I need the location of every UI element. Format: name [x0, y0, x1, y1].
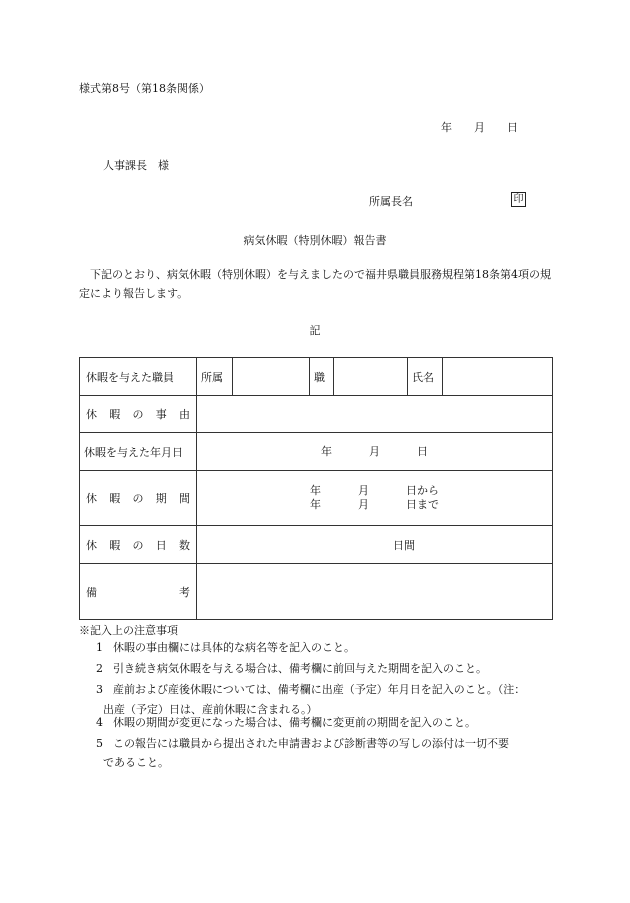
- date-month: 月: [474, 121, 485, 134]
- days-unit: 日間: [393, 538, 415, 552]
- ki-heading: 記: [309, 324, 321, 337]
- note-item: [79, 637, 553, 658]
- days-char: 日: [155, 538, 167, 552]
- note-item: [79, 712, 553, 733]
- period-from-year: 年: [310, 484, 321, 497]
- days-field[interactable]: [197, 526, 553, 564]
- granted-day: 日: [417, 444, 428, 458]
- note-item: [79, 733, 553, 754]
- note-text: 引き続き病気休暇を与える場合は、備考欄に前回与えた期間を記入のこと。: [113, 662, 487, 675]
- note-text: 産前および産後休暇については、備考欄に出産（予定）年月日を記入のこと。（注：: [113, 683, 526, 696]
- affiliation-label: 所属: [197, 358, 233, 396]
- date-year: 年: [441, 121, 452, 134]
- remarks-field[interactable]: [197, 564, 553, 620]
- note-number: 4: [96, 716, 103, 729]
- note-text: 休暇の事由欄には具体的な病名等を記入のこと。: [113, 641, 355, 654]
- note-number: 3: [96, 683, 103, 696]
- period-char: 期: [155, 492, 167, 505]
- employee-row: [80, 358, 553, 396]
- period-to-month: 月: [358, 498, 369, 511]
- note-item: [79, 658, 553, 679]
- addressee: 人事課長 様: [103, 159, 169, 172]
- granted-date-label: 休暇を与えた年月日: [80, 433, 197, 471]
- note-text: この報告には職員から提出された申請書および診断書等の写しの添付は一切不要: [113, 737, 509, 750]
- sender-label: 所属長名: [369, 195, 413, 208]
- note-item: [79, 679, 553, 700]
- days-row: [80, 526, 553, 564]
- remarks-char: 備: [86, 585, 97, 599]
- reason-char: の: [132, 408, 144, 421]
- reason-char: 暇: [109, 408, 121, 421]
- period-char: 休: [86, 492, 97, 505]
- remarks-char: 考: [179, 585, 190, 599]
- note-number: 2: [96, 662, 103, 675]
- period-field[interactable]: [197, 471, 553, 526]
- days-char: 数: [179, 538, 190, 552]
- date-day: 日: [507, 121, 518, 134]
- position-label: 職: [310, 358, 334, 396]
- employee-label: 休暇を与えた職員: [80, 358, 197, 396]
- reason-char: 事: [155, 408, 167, 421]
- date-line: [441, 119, 518, 135]
- granted-month: 月: [369, 444, 380, 458]
- body-text: 下記のとおり、病気休暇（特別休暇）を与えましたので福井県職員服務規程第18条第4項の規定により報告します。: [79, 268, 551, 300]
- period-char: 暇: [109, 492, 121, 505]
- note-number: 5: [96, 737, 103, 750]
- days-char: 暇: [109, 538, 121, 552]
- period-from-day: 日から: [406, 484, 439, 497]
- report-title: 病気休暇（特別休暇）報告書: [243, 234, 387, 247]
- reason-row: [80, 396, 553, 433]
- reason-char: 由: [179, 408, 190, 421]
- position-field[interactable]: [334, 358, 408, 396]
- days-char: の: [132, 538, 144, 552]
- remarks-row: [80, 564, 553, 620]
- period-row: [80, 471, 553, 526]
- note-number: 1: [96, 641, 103, 654]
- days-char: 休: [86, 538, 97, 552]
- name-label: 氏名: [408, 358, 443, 396]
- reason-label: [80, 396, 197, 433]
- seal-mark: 印: [511, 192, 526, 207]
- note-text: 休暇の期間が変更になった場合は、備考欄に変更前の期間を記入のこと。: [113, 716, 476, 729]
- period-to-day: 日まで: [406, 498, 439, 511]
- period-to-year: 年: [310, 498, 321, 511]
- period-char: の: [132, 492, 144, 505]
- note-continuation: であること。: [103, 756, 169, 769]
- days-label: [80, 526, 197, 564]
- granted-year: 年: [321, 444, 332, 458]
- form-number: 様式第8号（第18条関係）: [79, 82, 210, 95]
- report-table: [79, 357, 553, 620]
- remarks-label: [80, 564, 197, 620]
- name-field[interactable]: [443, 358, 553, 396]
- period-label: [80, 471, 197, 526]
- reason-char: 休: [86, 408, 97, 421]
- granted-date-field[interactable]: [197, 433, 553, 471]
- affiliation-field[interactable]: [233, 358, 310, 396]
- reason-field[interactable]: [197, 396, 553, 433]
- period-from-month: 月: [358, 484, 369, 497]
- granted-date-row: [80, 433, 553, 471]
- notes-title: ※記入上の注意事項: [79, 624, 178, 637]
- note-continuation: 出産（予定）日は、産前休暇に含まれる。）: [103, 703, 318, 716]
- period-char: 間: [179, 492, 190, 505]
